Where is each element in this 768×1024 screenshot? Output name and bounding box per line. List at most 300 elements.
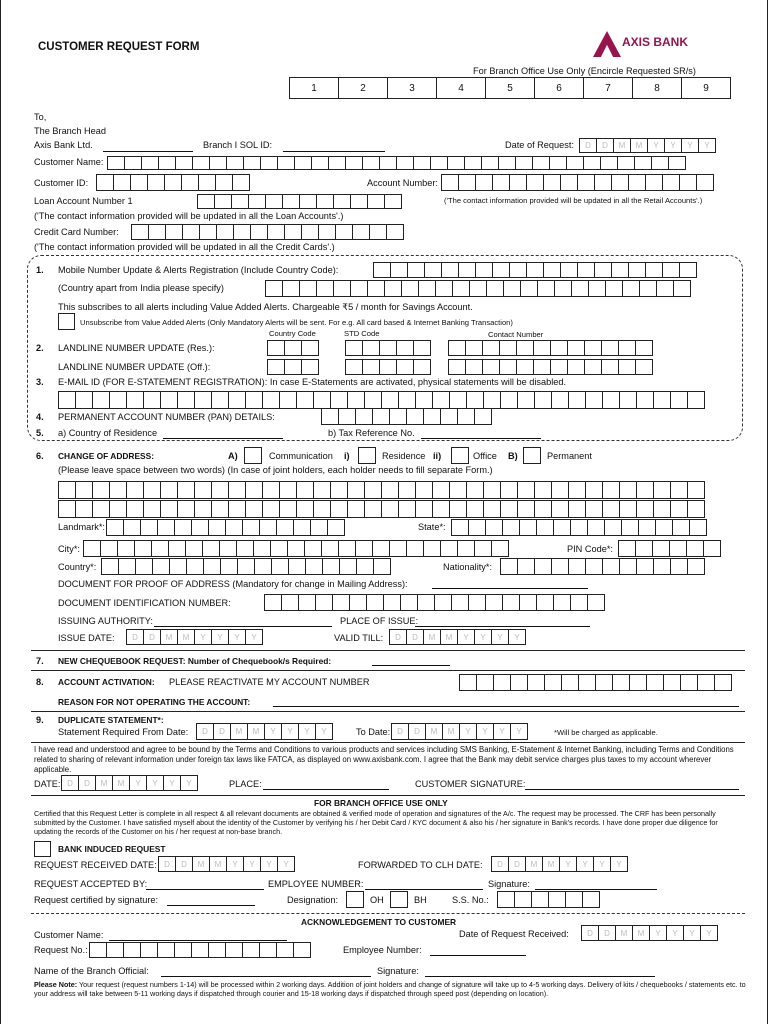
- input-cell[interactable]: [584, 359, 602, 375]
- input-cell[interactable]: [58, 500, 76, 518]
- input-cell[interactable]: [301, 224, 319, 240]
- input-cell[interactable]: [475, 174, 493, 191]
- input-cell[interactable]: [670, 558, 688, 575]
- input-cell[interactable]: [619, 500, 637, 518]
- input-cell[interactable]: [499, 359, 517, 375]
- input-cell[interactable]: [262, 391, 280, 409]
- input-cell[interactable]: [245, 500, 263, 518]
- input-cell[interactable]: [483, 391, 501, 409]
- input-cell[interactable]: [400, 594, 418, 611]
- input-cell[interactable]: [653, 481, 671, 499]
- input-cell[interactable]: [279, 481, 297, 499]
- input-cell[interactable]: [177, 500, 195, 518]
- input-cell[interactable]: [432, 481, 450, 499]
- date-cell[interactable]: Y: [146, 775, 164, 791]
- input-cell[interactable]: [284, 340, 302, 356]
- date-cell[interactable]: Y: [264, 723, 282, 740]
- input-cell[interactable]: [140, 942, 158, 958]
- input-cell[interactable]: [316, 280, 334, 297]
- input-cell[interactable]: [58, 481, 76, 499]
- input-cell[interactable]: [594, 262, 612, 278]
- input-cell[interactable]: [465, 359, 483, 375]
- input-cell[interactable]: [197, 194, 215, 209]
- input-cell[interactable]: [679, 262, 697, 278]
- sr-number-box[interactable]: 3: [387, 77, 437, 99]
- input-cell[interactable]: [185, 540, 203, 557]
- input-cell[interactable]: [135, 558, 153, 575]
- input-cell[interactable]: [526, 262, 544, 278]
- sr-number-box[interactable]: 6: [534, 77, 584, 99]
- sr-number-box[interactable]: 5: [485, 77, 535, 99]
- input-cell[interactable]: [396, 156, 414, 170]
- input-cell[interactable]: [191, 942, 209, 958]
- input-cell[interactable]: [186, 558, 204, 575]
- input-cell[interactable]: [653, 558, 671, 575]
- input-cell[interactable]: [500, 558, 518, 575]
- input-cell[interactable]: [483, 481, 501, 499]
- date-cell[interactable]: D: [126, 629, 144, 645]
- input-cell[interactable]: [267, 340, 285, 356]
- input-cell[interactable]: [92, 500, 110, 518]
- date-cell[interactable]: Y: [129, 775, 147, 791]
- input-cell[interactable]: [182, 224, 200, 240]
- ack-request-no-boxes[interactable]: [89, 942, 311, 958]
- input-cell[interactable]: [407, 262, 425, 278]
- ack-official-line[interactable]: [161, 976, 371, 977]
- input-cell[interactable]: [458, 174, 476, 191]
- sr-number-box[interactable]: 8: [632, 77, 682, 99]
- input-cell[interactable]: [492, 262, 510, 278]
- input-cell[interactable]: [165, 224, 183, 240]
- input-cell[interactable]: [367, 280, 385, 297]
- date-cell[interactable]: Y: [260, 856, 278, 872]
- request-received-boxes[interactable]: [158, 856, 295, 872]
- doc-id-boxes[interactable]: [264, 594, 605, 611]
- input-cell[interactable]: [288, 558, 306, 575]
- nationality-boxes[interactable]: [500, 558, 705, 575]
- sr-number-box[interactable]: 1: [289, 77, 339, 99]
- input-cell[interactable]: [662, 174, 680, 191]
- input-cell[interactable]: [502, 519, 520, 536]
- date-cell[interactable]: D: [389, 629, 407, 645]
- communication-checkbox[interactable]: [244, 447, 262, 464]
- forwarded-clh-boxes[interactable]: [491, 856, 628, 872]
- input-cell[interactable]: [281, 594, 299, 611]
- input-cell[interactable]: [670, 500, 688, 518]
- input-cell[interactable]: [534, 558, 552, 575]
- input-cell[interactable]: [526, 174, 544, 191]
- date-cell[interactable]: D: [596, 138, 614, 153]
- input-cell[interactable]: [415, 500, 433, 518]
- input-cell[interactable]: [534, 481, 552, 499]
- input-cell[interactable]: [372, 408, 390, 425]
- input-cell[interactable]: [619, 481, 637, 499]
- input-cell[interactable]: [686, 540, 704, 557]
- input-cell[interactable]: [277, 156, 295, 170]
- date-cell[interactable]: Y: [508, 629, 526, 645]
- input-cell[interactable]: [447, 156, 465, 170]
- ack-signature-line[interactable]: [425, 976, 655, 977]
- input-cell[interactable]: [294, 156, 312, 170]
- input-cell[interactable]: [577, 174, 595, 191]
- sr-number-box[interactable]: 2: [338, 77, 388, 99]
- input-cell[interactable]: [211, 500, 229, 518]
- date-cell[interactable]: Y: [459, 723, 477, 740]
- date-cell[interactable]: M: [112, 775, 130, 791]
- input-cell[interactable]: [293, 942, 311, 958]
- input-cell[interactable]: [655, 519, 673, 536]
- date-cell[interactable]: Y: [664, 138, 682, 153]
- input-cell[interactable]: [398, 500, 416, 518]
- certified-by-line[interactable]: [167, 905, 255, 906]
- date-cell[interactable]: M: [613, 138, 631, 153]
- input-cell[interactable]: [423, 408, 441, 425]
- input-cell[interactable]: [424, 262, 442, 278]
- input-cell[interactable]: [265, 280, 283, 297]
- input-cell[interactable]: [577, 262, 595, 278]
- pin-code-boxes[interactable]: [618, 540, 721, 557]
- input-cell[interactable]: [449, 500, 467, 518]
- input-cell[interactable]: [515, 156, 533, 170]
- input-cell[interactable]: [215, 174, 233, 191]
- input-cell[interactable]: [550, 340, 568, 356]
- input-cell[interactable]: [372, 540, 390, 557]
- input-cell[interactable]: [435, 280, 453, 297]
- input-cell[interactable]: [604, 519, 622, 536]
- date-cell[interactable]: M: [160, 629, 178, 645]
- input-cell[interactable]: [389, 540, 407, 557]
- sign-date-boxes[interactable]: [61, 775, 198, 791]
- input-cell[interactable]: [452, 280, 470, 297]
- input-cell[interactable]: [601, 359, 619, 375]
- input-cell[interactable]: [245, 481, 263, 499]
- input-cell[interactable]: [548, 891, 566, 908]
- input-cell[interactable]: [687, 391, 705, 409]
- bank-induced-checkbox[interactable]: [34, 841, 51, 857]
- input-cell[interactable]: [413, 359, 431, 375]
- date-cell[interactable]: Y: [211, 629, 229, 645]
- input-cell[interactable]: [100, 540, 118, 557]
- input-cell[interactable]: [220, 558, 238, 575]
- issue-date-boxes[interactable]: [126, 629, 263, 645]
- input-cell[interactable]: [457, 408, 475, 425]
- input-cell[interactable]: [383, 594, 401, 611]
- input-cell[interactable]: [662, 262, 680, 278]
- input-cell[interactable]: [265, 194, 283, 209]
- input-cell[interactable]: [554, 280, 572, 297]
- input-cell[interactable]: [101, 558, 119, 575]
- input-cell[interactable]: [466, 481, 484, 499]
- input-cell[interactable]: [406, 408, 424, 425]
- date-cell[interactable]: Y: [510, 723, 528, 740]
- customer-name-boxes[interactable]: [107, 156, 686, 170]
- office-checkbox[interactable]: [451, 447, 469, 464]
- input-cell[interactable]: [423, 540, 441, 557]
- input-cell[interactable]: [629, 674, 647, 691]
- res-country-code-boxes[interactable]: [267, 340, 319, 356]
- input-cell[interactable]: [585, 558, 603, 575]
- statement-from-boxes[interactable]: [196, 723, 333, 740]
- input-cell[interactable]: [83, 540, 101, 557]
- date-cell[interactable]: M: [542, 856, 560, 872]
- input-cell[interactable]: [362, 359, 380, 375]
- input-cell[interactable]: [645, 174, 663, 191]
- branch-signature-line[interactable]: [535, 889, 657, 890]
- input-cell[interactable]: [669, 540, 687, 557]
- input-cell[interactable]: [174, 942, 192, 958]
- date-cell[interactable]: Y: [315, 723, 333, 740]
- date-cell[interactable]: D: [61, 775, 79, 791]
- input-cell[interactable]: [168, 540, 186, 557]
- input-cell[interactable]: [339, 558, 357, 575]
- customer-id-boxes[interactable]: [96, 174, 250, 191]
- date-cell[interactable]: D: [408, 723, 426, 740]
- input-cell[interactable]: [618, 340, 636, 356]
- input-cell[interactable]: [534, 500, 552, 518]
- input-cell[interactable]: [534, 391, 552, 409]
- oh-checkbox[interactable]: [346, 891, 364, 908]
- input-cell[interactable]: [551, 500, 569, 518]
- input-cell[interactable]: [628, 174, 646, 191]
- input-cell[interactable]: [430, 156, 448, 170]
- residence-checkbox[interactable]: [358, 447, 376, 464]
- input-cell[interactable]: [441, 262, 459, 278]
- valid-till-boxes[interactable]: [389, 629, 526, 645]
- input-cell[interactable]: [211, 391, 229, 409]
- input-cell[interactable]: [619, 391, 637, 409]
- input-cell[interactable]: [516, 340, 534, 356]
- input-cell[interactable]: [177, 391, 195, 409]
- input-cell[interactable]: [536, 594, 554, 611]
- country-boxes[interactable]: [101, 558, 391, 575]
- input-cell[interactable]: [481, 156, 499, 170]
- input-cell[interactable]: [315, 594, 333, 611]
- date-cell[interactable]: M: [192, 856, 210, 872]
- input-cell[interactable]: [134, 540, 152, 557]
- input-cell[interactable]: [497, 891, 515, 908]
- input-cell[interactable]: [347, 391, 365, 409]
- input-cell[interactable]: [587, 519, 605, 536]
- date-cell[interactable]: M: [632, 925, 650, 941]
- input-cell[interactable]: [92, 481, 110, 499]
- input-cell[interactable]: [219, 540, 237, 557]
- date-cell[interactable]: Y: [474, 629, 492, 645]
- input-cell[interactable]: [296, 391, 314, 409]
- date-cell[interactable]: D: [406, 629, 424, 645]
- res-contact-boxes[interactable]: [448, 340, 653, 356]
- input-cell[interactable]: [381, 481, 399, 499]
- input-cell[interactable]: [482, 340, 500, 356]
- input-cell[interactable]: [318, 224, 336, 240]
- input-cell[interactable]: [126, 481, 144, 499]
- input-cell[interactable]: [379, 359, 397, 375]
- input-cell[interactable]: [174, 519, 192, 536]
- input-cell[interactable]: [131, 224, 149, 240]
- input-cell[interactable]: [225, 942, 243, 958]
- bank-ltd-line[interactable]: [103, 151, 193, 152]
- input-cell[interactable]: [673, 280, 691, 297]
- input-cell[interactable]: [123, 519, 141, 536]
- input-cell[interactable]: [486, 280, 504, 297]
- date-cell[interactable]: D: [391, 723, 409, 740]
- input-cell[interactable]: [304, 540, 322, 557]
- input-cell[interactable]: [571, 280, 589, 297]
- input-cell[interactable]: [679, 174, 697, 191]
- ss-no-boxes[interactable]: [497, 891, 600, 908]
- date-cell[interactable]: M: [230, 723, 248, 740]
- input-cell[interactable]: [567, 340, 585, 356]
- input-cell[interactable]: [509, 174, 527, 191]
- input-cell[interactable]: [209, 156, 227, 170]
- input-cell[interactable]: [485, 519, 503, 536]
- input-cell[interactable]: [109, 391, 127, 409]
- input-cell[interactable]: [415, 391, 433, 409]
- input-cell[interactable]: [355, 408, 373, 425]
- input-cell[interactable]: [208, 942, 226, 958]
- input-cell[interactable]: [310, 519, 328, 536]
- input-cell[interactable]: [517, 500, 535, 518]
- input-cell[interactable]: [316, 194, 334, 209]
- input-cell[interactable]: [517, 391, 535, 409]
- input-cell[interactable]: [651, 156, 669, 170]
- input-cell[interactable]: [636, 500, 654, 518]
- input-cell[interactable]: [311, 156, 329, 170]
- input-cell[interactable]: [364, 391, 382, 409]
- input-cell[interactable]: [194, 500, 212, 518]
- res-std-code-boxes[interactable]: [345, 340, 431, 356]
- input-cell[interactable]: [551, 481, 569, 499]
- input-cell[interactable]: [602, 391, 620, 409]
- input-cell[interactable]: [566, 156, 584, 170]
- date-cell[interactable]: M: [440, 629, 458, 645]
- date-cell[interactable]: Y: [700, 925, 718, 941]
- date-cell[interactable]: Y: [666, 925, 684, 941]
- date-cell[interactable]: Y: [681, 138, 699, 153]
- input-cell[interactable]: [396, 359, 414, 375]
- date-cell[interactable]: D: [196, 723, 214, 740]
- input-cell[interactable]: [417, 594, 435, 611]
- input-cell[interactable]: [75, 500, 93, 518]
- input-cell[interactable]: [520, 280, 538, 297]
- input-cell[interactable]: [355, 540, 373, 557]
- input-cell[interactable]: [413, 340, 431, 356]
- input-cell[interactable]: [157, 519, 175, 536]
- input-cell[interactable]: [384, 194, 402, 209]
- input-cell[interactable]: [305, 558, 323, 575]
- input-cell[interactable]: [379, 340, 397, 356]
- input-cell[interactable]: [242, 942, 260, 958]
- date-cell[interactable]: D: [158, 856, 176, 872]
- statement-to-boxes[interactable]: [391, 723, 528, 740]
- date-cell[interactable]: D: [175, 856, 193, 872]
- input-cell[interactable]: [369, 224, 387, 240]
- input-cell[interactable]: [284, 359, 302, 375]
- input-cell[interactable]: [296, 500, 314, 518]
- date-cell[interactable]: D: [213, 723, 231, 740]
- input-cell[interactable]: [164, 174, 182, 191]
- input-cell[interactable]: [532, 156, 550, 170]
- input-cell[interactable]: [448, 340, 466, 356]
- input-cell[interactable]: [181, 174, 199, 191]
- date-cell[interactable]: M: [95, 775, 113, 791]
- input-cell[interactable]: [601, 340, 619, 356]
- input-cell[interactable]: [140, 519, 158, 536]
- input-cell[interactable]: [514, 891, 532, 908]
- input-cell[interactable]: [570, 594, 588, 611]
- input-cell[interactable]: [330, 481, 348, 499]
- input-cell[interactable]: [106, 519, 124, 536]
- input-cell[interactable]: [332, 594, 350, 611]
- input-cell[interactable]: [568, 500, 586, 518]
- input-cell[interactable]: [364, 500, 382, 518]
- place-of-issue-line[interactable]: [415, 626, 590, 627]
- input-cell[interactable]: [160, 500, 178, 518]
- input-cell[interactable]: [158, 156, 176, 170]
- input-cell[interactable]: [468, 519, 486, 536]
- input-cell[interactable]: [264, 594, 282, 611]
- input-cell[interactable]: [366, 594, 384, 611]
- input-cell[interactable]: [474, 408, 492, 425]
- date-cell[interactable]: M: [209, 856, 227, 872]
- input-cell[interactable]: [646, 674, 664, 691]
- date-cell[interactable]: D: [579, 138, 597, 153]
- input-cell[interactable]: [543, 174, 561, 191]
- input-cell[interactable]: [276, 519, 294, 536]
- input-cell[interactable]: [338, 408, 356, 425]
- input-cell[interactable]: [276, 942, 294, 958]
- input-cell[interactable]: [379, 156, 397, 170]
- input-cell[interactable]: [418, 280, 436, 297]
- date-cell[interactable]: D: [508, 856, 526, 872]
- input-cell[interactable]: [347, 481, 365, 499]
- sr-number-box[interactable]: 7: [583, 77, 633, 99]
- input-cell[interactable]: [611, 262, 629, 278]
- input-cell[interactable]: [259, 519, 277, 536]
- input-cell[interactable]: [202, 540, 220, 557]
- input-cell[interactable]: [75, 391, 93, 409]
- input-cell[interactable]: [381, 500, 399, 518]
- input-cell[interactable]: [381, 391, 399, 409]
- input-cell[interactable]: [401, 280, 419, 297]
- input-cell[interactable]: [194, 481, 212, 499]
- input-cell[interactable]: [321, 540, 339, 557]
- input-cell[interactable]: [362, 156, 380, 170]
- input-cell[interactable]: [160, 391, 178, 409]
- input-cell[interactable]: [449, 481, 467, 499]
- input-cell[interactable]: [143, 481, 161, 499]
- unsubscribe-checkbox[interactable]: [58, 313, 75, 330]
- date-cell[interactable]: Y: [491, 629, 509, 645]
- input-cell[interactable]: [611, 174, 629, 191]
- input-cell[interactable]: [92, 391, 110, 409]
- input-cell[interactable]: [157, 942, 175, 958]
- input-cell[interactable]: [635, 359, 653, 375]
- input-cell[interactable]: [533, 359, 551, 375]
- off-country-code-boxes[interactable]: [267, 359, 319, 375]
- date-cell[interactable]: D: [78, 775, 96, 791]
- input-cell[interactable]: [672, 519, 690, 536]
- chequebook-count-line[interactable]: [372, 665, 450, 666]
- input-cell[interactable]: [493, 674, 511, 691]
- date-cell[interactable]: Y: [493, 723, 511, 740]
- input-cell[interactable]: [198, 174, 216, 191]
- input-cell[interactable]: [245, 391, 263, 409]
- input-cell[interactable]: [345, 340, 363, 356]
- input-cell[interactable]: [330, 391, 348, 409]
- input-cell[interactable]: [476, 674, 494, 691]
- input-cell[interactable]: [367, 194, 385, 209]
- input-cell[interactable]: [500, 391, 518, 409]
